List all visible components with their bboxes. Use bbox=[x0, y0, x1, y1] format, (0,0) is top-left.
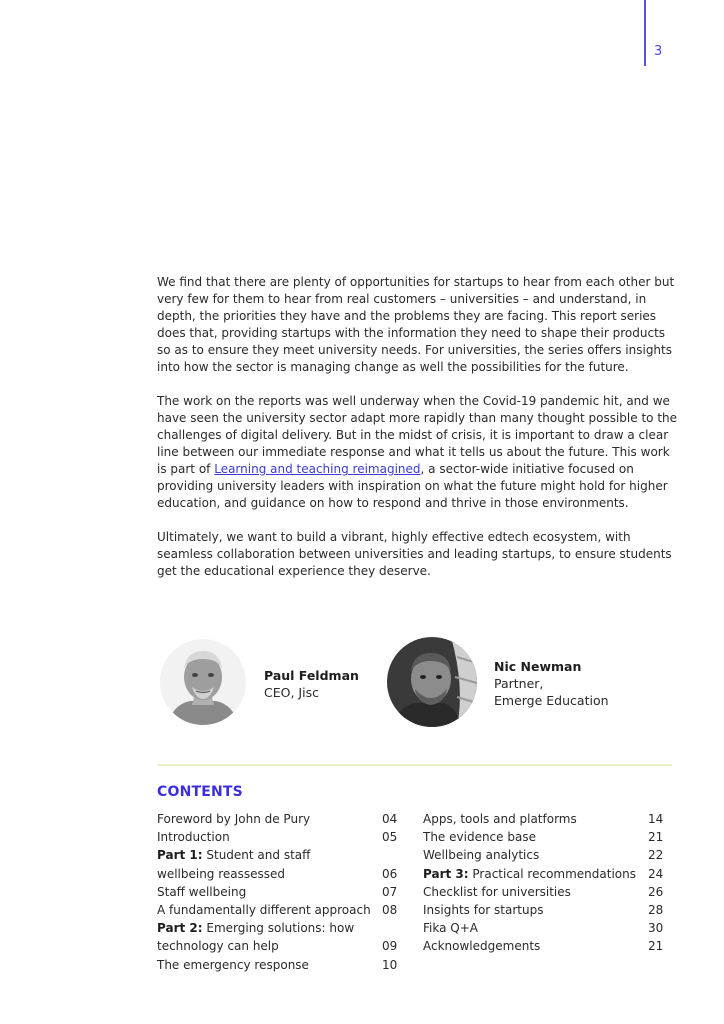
toc-entry[interactable]: The evidence base 21 bbox=[423, 828, 663, 846]
paragraph-2 bbox=[157, 393, 677, 512]
learning-teaching-reimagined-link[interactable]: Learning and teaching reimagined bbox=[214, 462, 421, 476]
nic-newman-photo bbox=[387, 637, 477, 727]
toc-page-number: 21 bbox=[648, 939, 664, 954]
toc-entry[interactable]: Part 2: Emerging solutions: how bbox=[157, 921, 355, 936]
toc-entry[interactable]: A fundamentally different approach 08 bbox=[157, 901, 399, 919]
toc-entry[interactable]: Apps, tools and platforms 14 bbox=[423, 810, 663, 828]
toc-entry[interactable]: Checklist for universities 26 bbox=[423, 883, 663, 901]
paragraph-2-start: The work on the reports was well underway when the Covid-19 pandemic hit, and we have seen the university sector adapt more rapidly than many thought possible to the challenges of digital delivery. But in the midst of crisis, it is important to draw a clear line between our immediate response and what it tells us about the future. This work is part of bbox=[157, 394, 678, 476]
toc-page-number: 21 bbox=[648, 830, 664, 845]
signatory-role-line-2: Emerge Education bbox=[494, 693, 609, 708]
nic-newman-signature bbox=[494, 658, 609, 709]
signatory-name: Paul Feldman bbox=[264, 668, 359, 683]
contents-heading: CONTENTS bbox=[157, 784, 243, 800]
toc-entry[interactable]: Part 1: Student and staff bbox=[157, 848, 311, 863]
toc-page-number: 10 bbox=[382, 957, 398, 972]
toc-page-number: 14 bbox=[648, 812, 664, 826]
toc-page-number: 26 bbox=[648, 884, 664, 899]
paragraph-2-end: , a sector-wide initiative focused on providing university leaders with inspiration on what the future might hold for higher education, and guidance on how to respond and thrive in those environments. bbox=[157, 462, 668, 510]
toc-page-number: 07 bbox=[382, 884, 398, 899]
toc-entry[interactable]: wellbeing reassessed 06 bbox=[157, 865, 399, 883]
paragraph-3: Ultimately, we want to build a vibrant, highly effective edtech ecosystem, with seamless collaboration between universities and leading startups, to ensure students get the educational experience they deserve. bbox=[157, 530, 672, 578]
paul-feldman-photo bbox=[160, 639, 246, 725]
toc-page-number: 24 bbox=[648, 866, 664, 881]
toc-entry[interactable]: The emergency response 10 bbox=[157, 956, 399, 974]
signatory-name: Nic Newman bbox=[494, 659, 582, 674]
toc-page-number: 30 bbox=[648, 921, 664, 936]
toc-page-number: 22 bbox=[648, 848, 664, 863]
toc-entry[interactable]: technology can help 09 bbox=[157, 937, 399, 955]
section-divider bbox=[157, 764, 672, 766]
paul-feldman-signature bbox=[264, 667, 359, 701]
toc-entry[interactable]: Wellbeing analytics 22 bbox=[423, 846, 663, 864]
toc-entry[interactable]: Staff wellbeing 07 bbox=[157, 883, 399, 901]
contents-list-right bbox=[423, 810, 663, 956]
toc-entry[interactable]: Foreword by John de Pury 04 bbox=[157, 810, 399, 828]
signatory-role: CEO, Jisc bbox=[264, 685, 319, 700]
toc-page-number: 08 bbox=[382, 902, 398, 917]
foreword-body bbox=[157, 274, 677, 597]
toc-entry[interactable]: Part 3: Practical recommendations 24 bbox=[423, 865, 663, 883]
toc-page-number: 05 bbox=[382, 830, 398, 845]
toc-page-number: 28 bbox=[648, 902, 664, 917]
toc-page-number: 04 bbox=[382, 812, 398, 826]
toc-entry[interactable]: Acknowledgements 21 bbox=[423, 937, 663, 955]
toc-entry[interactable]: Introduction 05 bbox=[157, 828, 399, 846]
contents-list-left bbox=[157, 810, 399, 974]
toc-page-number: 06 bbox=[382, 866, 398, 881]
toc-page-number: 09 bbox=[382, 939, 398, 954]
toc-entry[interactable]: Insights for startups 28 bbox=[423, 901, 663, 919]
paragraph-1: We find that there are plenty of opportunities for startups to hear from each other but very few for them to hear from real customers – universities – and understand, in depth, the priorities they have and the problems they are facing. This report series does that, providing startups with the information they need to shape their products so as to ensure they meet university needs. For universities, the series offers insights into how the sector is managing change as well the possibilities for the future. bbox=[157, 275, 675, 374]
page-number: 3 bbox=[654, 44, 663, 59]
toc-entry[interactable]: Fika Q+A 30 bbox=[423, 919, 663, 937]
signatory-role-line-1: Partner, bbox=[494, 676, 544, 691]
page-number-rule bbox=[644, 0, 646, 66]
